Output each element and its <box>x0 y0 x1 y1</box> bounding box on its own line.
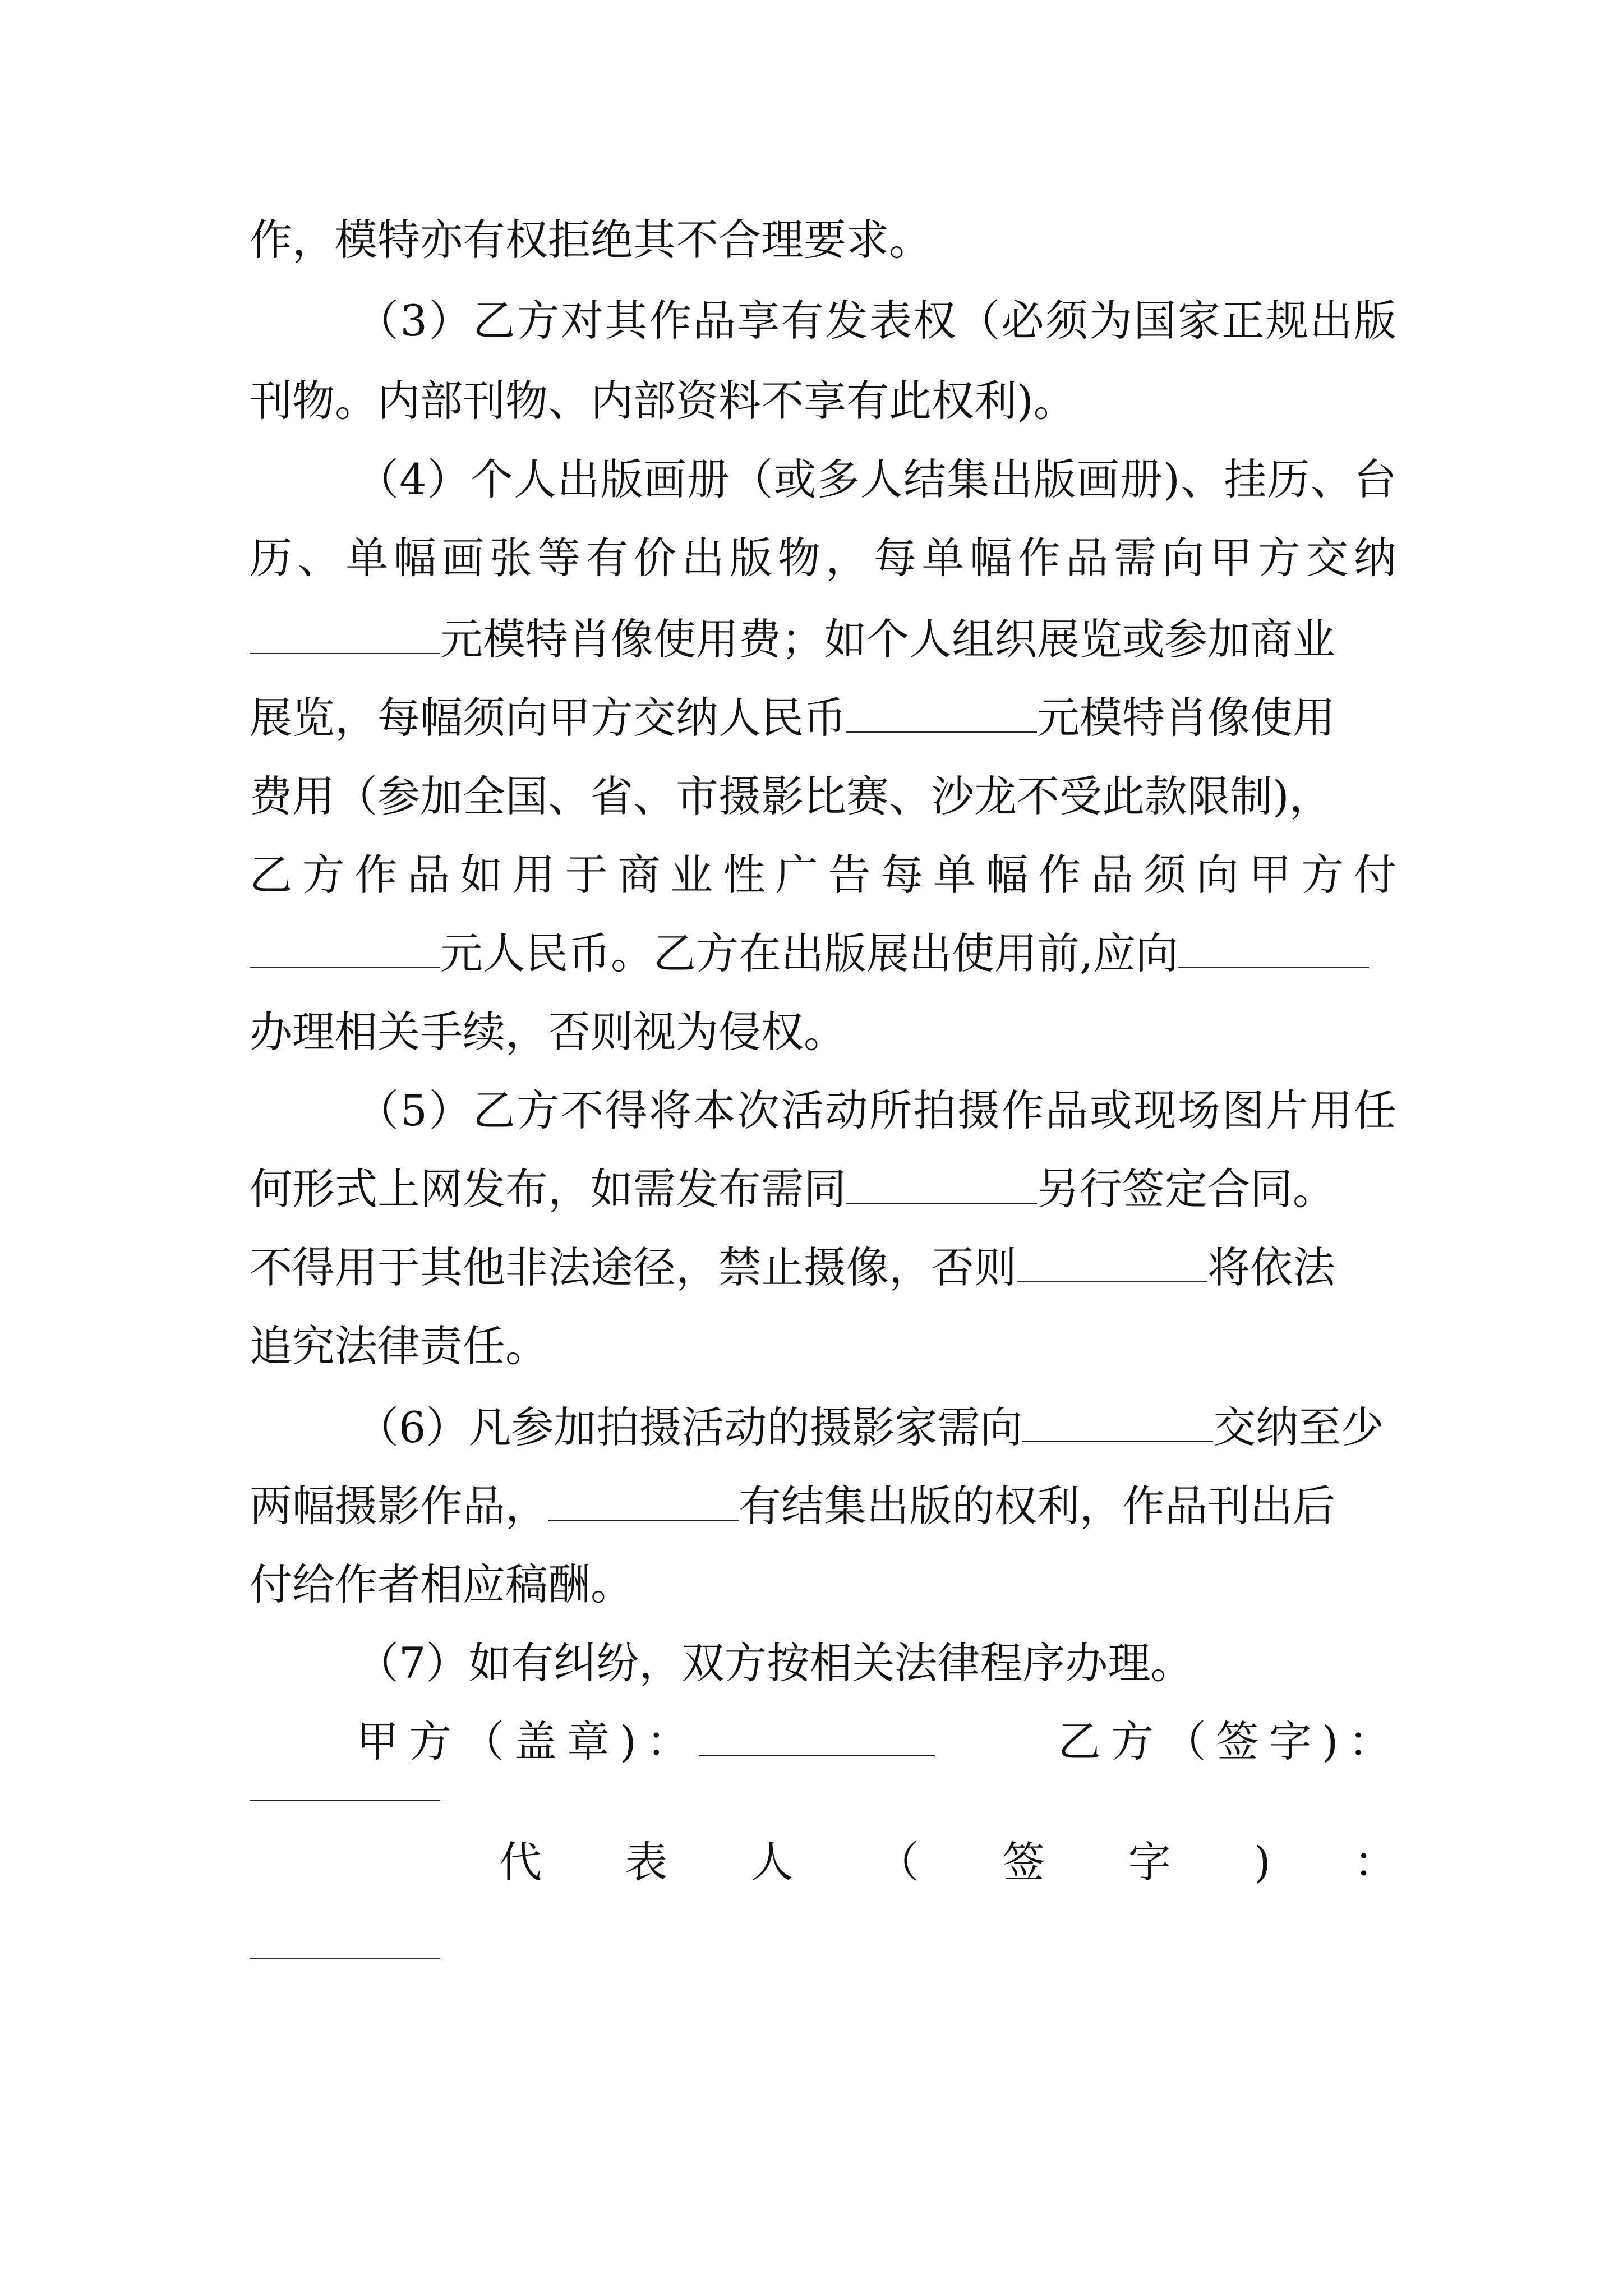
clause-4-line-3: 元模特肖像使用费；如个人组织展览或参加商业 <box>250 611 1396 668</box>
party-b-signature-field[interactable] <box>250 1800 440 1801</box>
fill-blank[interactable] <box>1022 1402 1213 1442</box>
fill-blank[interactable] <box>846 692 1037 733</box>
clause-4-line-5: 费用（参加全国、省、市摄影比赛、沙龙不受此款限制)， <box>250 771 1332 821</box>
representative-signature-label: 代表人（签字)： <box>499 1837 1396 1887</box>
party-a-seal-field[interactable] <box>699 1716 935 1756</box>
clause-4-line-7: 元人民币。乙方在出版展出使用前,应向 <box>250 926 1396 982</box>
fill-blank[interactable] <box>548 1480 739 1521</box>
representative-signature-field[interactable] <box>250 1958 440 1959</box>
clause-6-line-3: 付给作者相应稿酬。 <box>250 1559 633 1609</box>
fill-blank[interactable] <box>250 928 440 968</box>
party-a-seal-label: 甲方（盖章)： <box>356 1717 699 1766</box>
clause-6-line-2: 两幅摄影作品， 有结集出版的权利，作品刊出后 <box>250 1481 1335 1531</box>
paragraph-2-continuation: 作，模特亦有权拒绝其不合理要求。 <box>250 215 932 265</box>
clause-5-line-1: （5）乙方不得将本次活动所拍摄作品或现场图片用任 <box>356 1085 1396 1135</box>
clause-7-line-1: （7）如有纠纷，双方按相关法律程序办理。 <box>356 1638 1193 1688</box>
fill-blank[interactable] <box>1178 928 1369 968</box>
fill-blank[interactable] <box>250 614 440 654</box>
clause-6-line-1: （6）凡参加拍摄活动的摄影家需向 交纳至少 <box>356 1402 1384 1452</box>
clause-4-line-1: （4）个人出版画册（或多人结集出版画册)、挂历、台 <box>356 454 1396 504</box>
clause-4-line-8: 办理相关手续，否则视为侵权。 <box>250 1007 846 1057</box>
clause-4-line-6: 乙方作品如用于商业性广告每单幅作品须向甲方付 <box>250 850 1396 900</box>
clause-5-line-3: 不得用于其他非法途径，禁止摄像，否则 将依法 <box>250 1243 1335 1292</box>
signature-line <box>356 1714 1401 1770</box>
clause-5-line-2: 何形式上网发布，如需发布需同 另行签定合同。 <box>250 1164 1335 1214</box>
clause-4-line-4: 展览，每幅须向甲方交纳人民币 元模特肖像使用 <box>250 693 1335 743</box>
clause-3-line-1: （3）乙方对其作品享有发表权（必须为国家正规出版 <box>356 296 1396 346</box>
fill-blank[interactable] <box>1017 1242 1207 1282</box>
clause-4-line-2: 历、单幅画张等有价出版物，每单幅作品需向甲方交纳 <box>250 533 1396 583</box>
party-b-signature-label: 乙方（签字)： <box>1058 1717 1401 1766</box>
clause-3-line-2: 刊物。内部刊物、内部资料不享有此权利)。 <box>250 376 1076 426</box>
fill-blank[interactable] <box>846 1163 1037 1204</box>
clause-5-line-4: 追究法律责任。 <box>250 1321 548 1371</box>
